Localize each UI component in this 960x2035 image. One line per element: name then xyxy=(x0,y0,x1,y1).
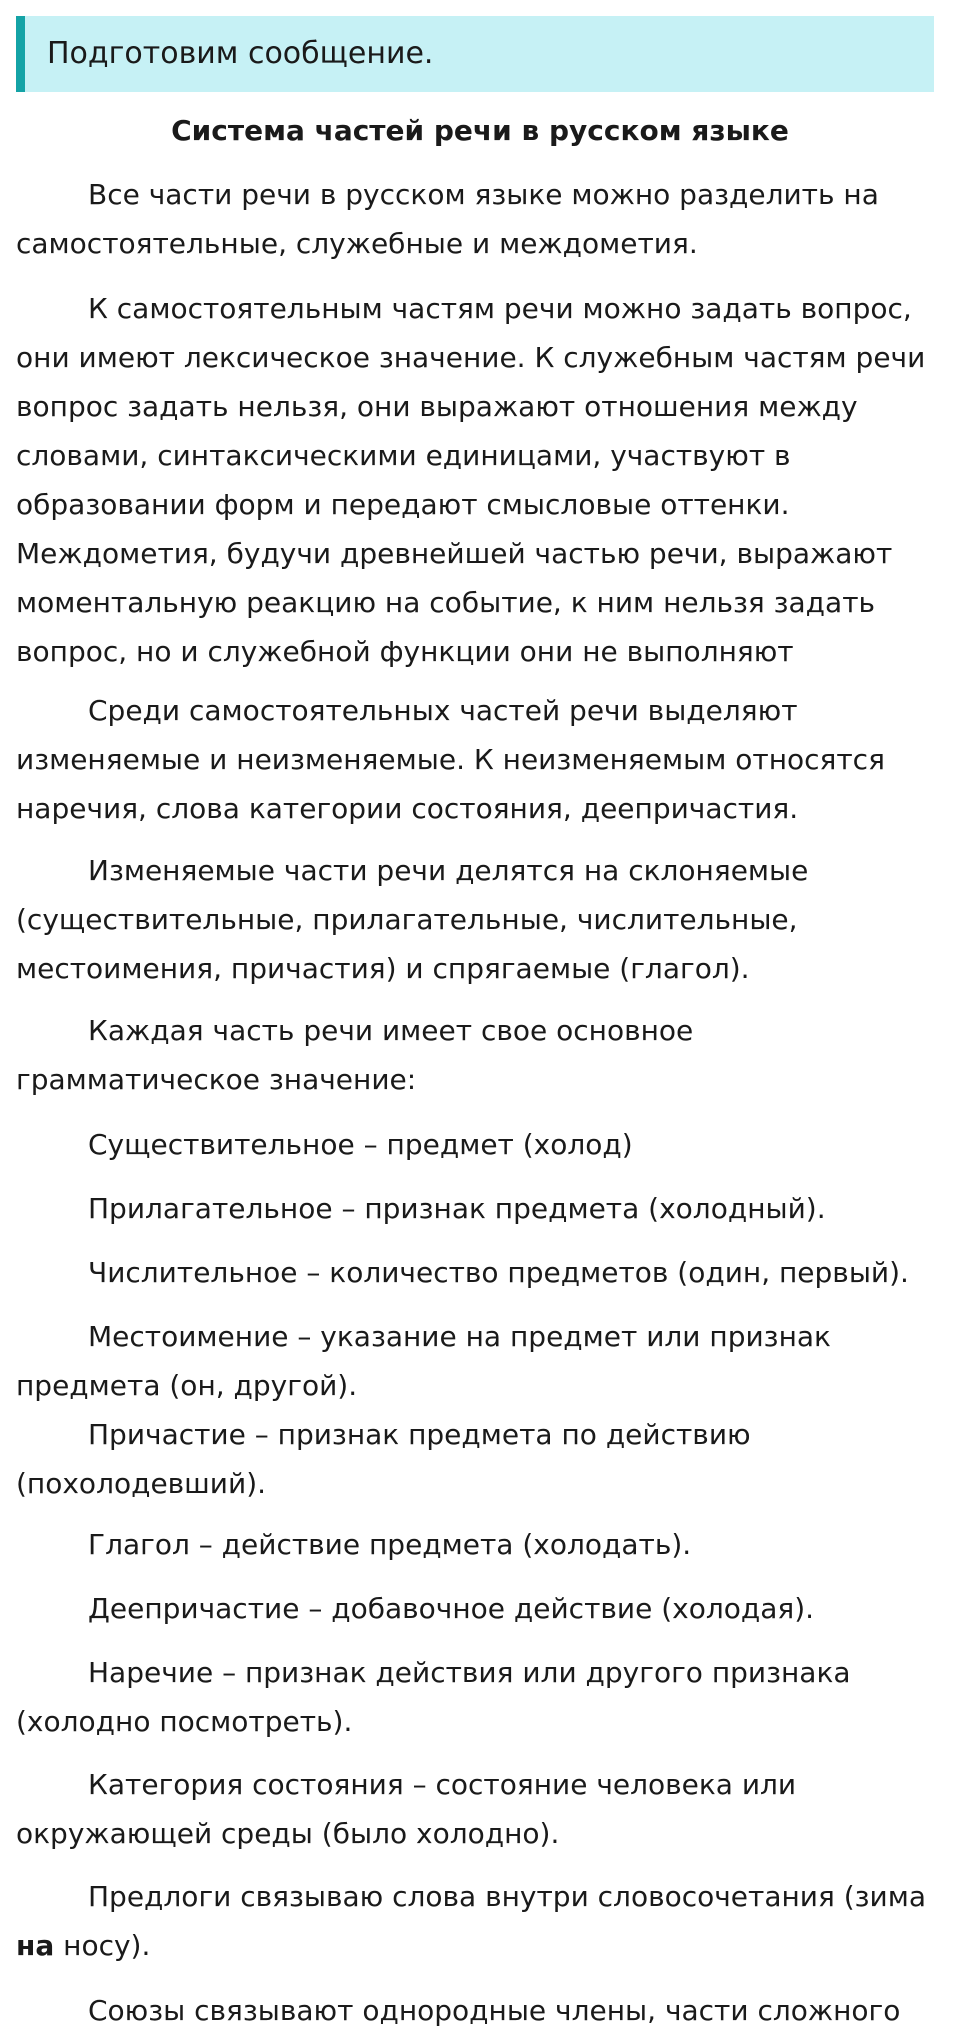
paragraph-prepositions xyxy=(16,1872,946,1970)
paragraph-conjunctions: Союзы связывают однородные члены, части сложного xyxy=(88,1994,901,2027)
prepositions-text-after: носу). xyxy=(54,1929,151,1962)
section-header-bar xyxy=(16,16,934,92)
document-title: Система частей речи в русском языке xyxy=(171,114,789,147)
prepositions-bold-word: на xyxy=(16,1929,55,1962)
prepositions-text-before: Предлоги связываю слова внутри словосочетания (зима xyxy=(88,1880,927,1913)
paragraph-intro: Все части речи в русском языке можно разделить на самостоятельные, служебные и междометия. xyxy=(16,178,879,260)
paragraph-numeral: Числительное – количество предметов (один, первый). xyxy=(88,1256,909,1289)
paragraph-grammatical-meaning: Каждая часть речи имеет свое основное грамматическое значение: xyxy=(16,1014,694,1096)
paragraph-adjective: Прилагательное – признак предмета (холодный). xyxy=(88,1192,826,1225)
paragraph-participle: Причастие – признак предмета по действию (похолодевший). xyxy=(16,1418,751,1500)
paragraph-pronoun: Местоимение – указание на предмет или признак предмета (он, другой). xyxy=(16,1320,831,1402)
section-header-label: Подготовим сообщение. xyxy=(47,36,434,71)
paragraph-adverb: Наречие – признак действия или другого признака (холодно посмотреть). xyxy=(16,1656,851,1738)
paragraph-gerund: Деепричастие – добавочное действие (холодая). xyxy=(88,1592,815,1625)
paragraph-state-category: Категория состояния – состояние человека или окружающей среды (было холодно). xyxy=(16,1768,797,1850)
paragraph-verb: Глагол – действие предмета (холодать). xyxy=(88,1528,692,1561)
paragraph-noun: Существительное – предмет (холод) xyxy=(88,1128,633,1161)
paragraph-independent-service: К самостоятельным частям речи можно задать вопрос, они имеют лексическое значение. К служебным частям речи вопрос задать нельзя, они выражают отношения между словами, синтаксическими единицами, участвуют в образовании форм и передают смысловые оттенки. Междометия, будучи древнейшей частью речи, выражают моментальную реакцию на событие, к ним нельзя задать вопрос, но и служебной функции они не выполняют xyxy=(16,292,926,668)
paragraph-declinable: Изменяемые части речи делятся на склоняемые (существительные, прилагательные, числительные, местоимения, причастия) и спрягаемые (глагол). xyxy=(16,854,809,985)
paragraph-changeable: Среди самостоятельных частей речи выделяют изменяемые и неизменяемые. К неизменяемым относятся наречия, слова категории состояния, деепричастия. xyxy=(16,694,885,825)
